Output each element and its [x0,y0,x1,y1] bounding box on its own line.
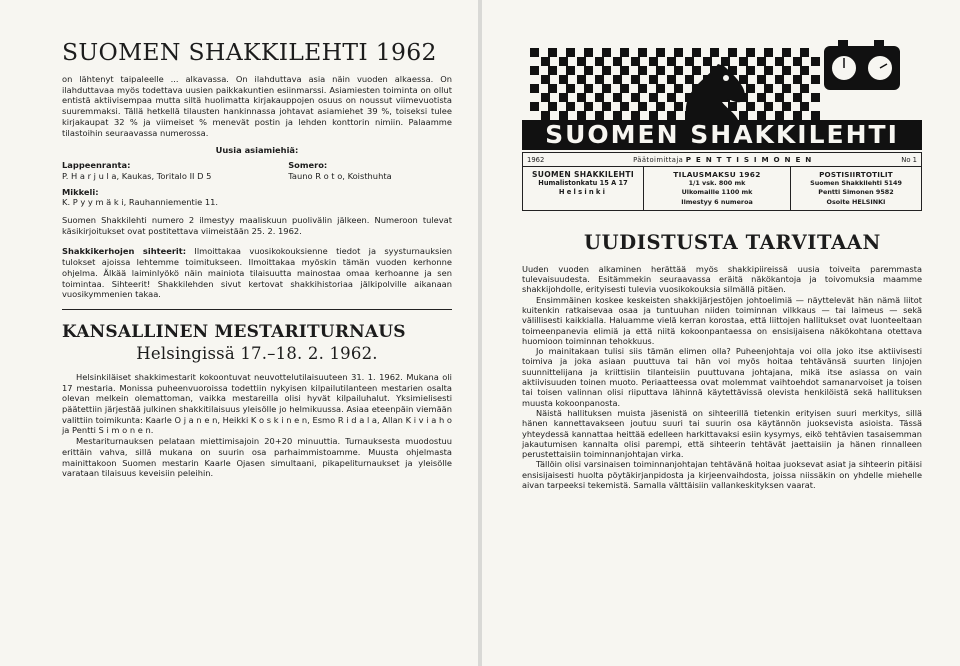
checker-square [793,75,802,84]
checker-square [577,93,586,102]
chess-clock-icon [824,40,900,90]
checker-square [613,57,622,66]
checker-square [620,84,629,93]
checker-square [811,93,820,102]
checker-square [577,111,586,120]
checker-square [800,48,809,57]
checker-square [566,66,575,75]
agents-heading: Uusia asiamiehiä: [215,145,299,156]
checker-square [782,84,791,93]
checker-square [602,48,611,57]
checker-square [602,102,611,111]
agent-city: Lappeenranta: [62,160,131,171]
subscription-abroad: Ulkomaille 1100 mk [681,188,753,197]
checker-square [757,75,766,84]
checker-square [764,48,773,57]
masthead-title: SUOMEN SHAKKILEHTI [545,120,899,149]
checker-square [631,93,640,102]
checker-square [530,66,539,75]
checker-square [595,75,604,84]
checker-square [793,111,802,120]
checker-square [631,111,640,120]
checker-square [757,93,766,102]
publisher-name: SUOMEN SHAKKILEHTI [532,170,634,179]
publisher-address: Humalistonkatu 15 A 17 [538,179,628,188]
tournament-title: KANSALLINEN MESTARITURNAUS [62,321,406,342]
checker-square [541,57,550,66]
checker-square [620,102,629,111]
checker-square [613,75,622,84]
checker-square [800,66,809,75]
checker-square [559,93,568,102]
checker-square [782,102,791,111]
checker-square [530,102,539,111]
agents-block [62,160,452,181]
checker-square [595,111,604,120]
checker-square [757,57,766,66]
info-table [522,166,922,211]
checker-square [548,66,557,75]
checker-square [692,48,701,57]
checker-square [620,48,629,57]
section-divider [62,309,452,310]
checker-square [746,66,755,75]
checker-square [530,84,539,93]
checker-square [685,75,694,84]
right-page [482,0,960,666]
checker-square [667,75,676,84]
checker-square [703,57,712,66]
subscription-price: 1/1 vsk. 800 mk [688,179,746,188]
info-editor [633,155,812,164]
checker-square [566,48,575,57]
agent-address: Kaukas, Toritalo II D 5 [121,170,212,181]
agent-name: P. H a r j u l a, [62,170,120,181]
info-header-row [522,152,922,166]
checker-square [559,57,568,66]
checker-square [577,57,586,66]
checker-square [584,66,593,75]
editorial-paragraph-2: Ensimmäinen koskee keskeisten shakkijärjestöjen johtoelimiä — näyttelevät hän nämä liitot kuitenkin ratkaisevaa osaa ja tuntuuhan niiden toiminnan vilkkaus — tai laimeus — sekä välillisesti kaikkialla. Haluamme vielä kerran korostaa, että liittojen hallitukset ovat luonteeltaan toimeenpanevia elimiä ja että niitä kokoonpantaessa on ensisijaisena näkökohtana otettava huomioon toiminnan tehokkuus. [522,294,922,346]
agent-name: K. P y y m ä k i, [62,197,127,208]
agents-left-column [62,160,288,181]
checker-square [577,75,586,84]
subscription-issues: Ilmestyy 6 numeroa [681,197,753,206]
checker-square [692,66,701,75]
postal-address: Osoite HELSINKI [826,197,886,206]
checker-square [674,66,683,75]
agent-entry [62,197,257,208]
tournament-paragraph-1 [62,372,452,436]
checker-square [674,48,683,57]
checker-square [674,102,683,111]
editorial-paragraph-1: Uuden vuoden alkaminen herättää myös shakkipiireissä uusia toiveita paremmasta tulevaisuudesta. Esitämmekin seuraavassa eräitä näkökantoja ja toivomuksia maamme shakkijohdolle, erityisesti tulevia vuosikokouksia silmällä pitäen. [522,263,922,295]
postal-accounts-cell [791,167,921,210]
checker-square [811,57,820,66]
checker-square [649,57,658,66]
publisher-cell [523,167,644,210]
clubs-paragraph [62,246,452,300]
agent-entry [288,171,452,182]
agent-name: Tauno R o t o, [288,170,345,181]
left-page-title: SUOMEN SHAKKILEHTI 1962 [62,38,437,66]
checker-square [746,48,755,57]
checker-square [541,75,550,84]
masthead [522,40,922,152]
checker-square [530,48,539,57]
checker-square [548,102,557,111]
tournament-text: Helsinkiläiset shakkimestarit kokoontuvat neuvottelutilaisuuteen 31. 1. 1962. Mukana oli 17 mestaria. Monissa puheenvuoroissa todettiin nykyisen kilpailutilanteen mestarien osalta olevan melkein olemattoman, vaikka mestareilla olisi hyvät kilpailuhalut. Yksimielisesti päätettiin järjestää julkinen shakkitilaisuus yleisölle jo helmikuussa. Asiaa eteenpäin viemään valittiin toimikunta: Kaarle [62,371,452,425]
info-issue-number: No 1 [901,155,917,164]
checker-square [775,57,784,66]
checker-square [566,84,575,93]
checker-square [685,57,694,66]
checker-square [811,111,820,120]
postal-account-2: Pentti Simonen 9582 [818,188,894,197]
agent-address: Rauhanniementie 11. [128,197,219,208]
checker-square [595,93,604,102]
checker-square [793,57,802,66]
checker-square [595,57,604,66]
checker-square [566,102,575,111]
checker-square [746,102,755,111]
checker-square [775,75,784,84]
checker-square [559,111,568,120]
agents-left-column [62,187,257,208]
checker-square [800,84,809,93]
checker-square [602,66,611,75]
tournament-place-date: Helsingissä 17.–18. 2. 1962. [136,343,378,363]
subscription-cell [644,167,791,210]
editor-name: P E N T T I S I M O N E N [685,155,813,164]
checker-square [811,75,820,84]
checker-square [746,84,755,93]
intro-paragraph: on lähtenyt taipaleelle ... alkavassa. On ilahduttava asia näin vuoden alkaessa. On ilahduttavaa myös todettava uusien paikkakuntien esiinmarssi. Asiamiesten toiminta on ollut entistä aktiivisempaa mutta siltä huolimatta kirjakauppojen osuus on noussut viimevuotista suuremmaksi. Tällä hetkellä tilausten hankinnassa johtavat asiamiehet 39 %, toiseksi tulee kirjakaupat 32 % ja viimeiset % menevät postin ja lehden konttorin nimiin. Palaamme tilastoihin seuraavassa numerossa. [62,74,452,138]
checker-square [638,102,647,111]
checker-square [674,84,683,93]
checker-square [710,48,719,57]
editorial-paragraph-5: Tällöin olisi varsinaisen toiminnanjohtajan tehtävänä hoitaa juoksevat asiat ja sihteerin pitäisi ensisijaisesti huolta pöytäkirjanpidosta ja kirjeenvaihdosta, joissa niissäkin on yhdelle miehelle aivan tarpeeksi tekemistä. Samalla välttäisiin vallankeskityksen vaarat. [522,459,922,491]
agent-city: Somero: [288,160,328,171]
checker-square [559,75,568,84]
checker-square [649,75,658,84]
checker-square [602,84,611,93]
checker-square [757,111,766,120]
checker-square [764,84,773,93]
checker-square [613,111,622,120]
subscription-title: TILAUSMAKSU 1962 [673,170,761,179]
checker-square [775,93,784,102]
checker-square [548,84,557,93]
checker-square [649,111,658,120]
checker-square [613,93,622,102]
editorial-paragraph-3: Jo mainitakaan tulisi siis tämän elimen olla? Puheenjohtaja voi olla joko itse aktiivisesti toimiva ja joka asiaan puuttuva tai hän voi myös hoitaa tehtävänsä suurten linjojen suunnittelijana ja kriittisiin tilanteisiin puuttuvana johtajana, mikä itse asiassa on vain aktiivisuuden toinen muoto. Periaatteessa ovat molemmat vaihtoehdot samanarvoiset ja toisen tai toisen valinnan olisi riiputtava lähinnä käytettävissä olevista henkilöistä sekä hallituksen muusta kokoonpanosta. [522,346,922,408]
checker-square [620,66,629,75]
postal-account-1: Suomen Shakkilehti 5149 [810,179,902,188]
checker-square [782,48,791,57]
checker-square [764,66,773,75]
next-issue-notice: Suomen Shakkilehti numero 2 ilmestyy maaliskuun puolivälin jälkeen. Numeroon tulevat käsikirjoitukset ovat postitettava viimeistään 25. 2. 1962. [62,215,452,236]
checker-square [739,111,748,120]
tournament-paragraph-2: Mestariturnauksen pelataan miettimisajoin 20+20 minuuttia. Turnauksesta muodostuu erittäin vahva, sillä mukana on suurin osa parhaimmistoamme. Muusta ohjelmasta mainittakoon Suomen mestarin Kaarle Ojasen simultaani, pikapeliturnaukset ja yleisölle varataan tilaisuus keveisiin peleihin. [62,436,452,479]
left-page [0,0,478,666]
checker-square [649,93,658,102]
agent-address: Koisthuhta [347,170,392,181]
checker-square [656,48,665,57]
editorial-paragraph-4: Näistä hallituksen muista jäsenistä on sihteerillä tietenkin erityisen suuri merkitys, sillä hänen kannettavakseen joutuu suuri tai suurin osa käytännön juoksevista asioista. Tässä yhteydessä kannattaa heittää edelleen harkittavaksi esiin kysymys, eikö tehtävien tasaisemman jakautumisen kannalta olisi parempi, että sihteerin tehtävät jaettaisiin ja hänen rinnalleen perustettaisiin toiminnanjohtajan virka. [522,407,922,460]
checker-square [656,84,665,93]
agent-city: Mikkeli: [62,186,99,197]
checker-square [656,102,665,111]
clubs-text: Ilmoittakaa vuosikokouksienne tiedot ja syysturnauksien tulokset ajoissa lehtemme toimitukseen. Ilmoittakaa myöskin tämän vuoden kerhonne ohjelma. Älkää laiminlyökö näin mainiota tilaisuutta mainostaa omaa kerhoanne ja sen toimintaa. Sihteerit! Shakkilehden sivut kertovat shakkihistoriaa jälkipolville aikanaan vuosikymmenien takaa. [62,246,452,300]
checker-square [638,84,647,93]
agent-entry [62,171,288,182]
checker-square [764,102,773,111]
postal-accounts-title: POSTISIIRTOTILIT [819,170,893,179]
checker-square [739,75,748,84]
checker-square [667,111,676,120]
clubs-lead: Shakkikerhojen sihteerit: [62,246,187,257]
info-year: 1962 [527,155,545,164]
checker-square [667,57,676,66]
checker-square [721,57,730,66]
agents-block-2 [62,187,452,208]
checker-square [541,93,550,102]
checker-square [631,75,640,84]
checker-square [584,48,593,57]
checker-square [548,48,557,57]
checker-square [667,93,676,102]
checker-square [728,48,737,57]
checker-square [541,111,550,120]
checker-square [782,66,791,75]
checker-square [656,66,665,75]
checker-square [800,102,809,111]
agents-right-column [288,160,452,181]
editorial-title: UUDISTUSTA TARVITAAN [584,230,881,254]
checker-square [584,84,593,93]
checker-square [739,57,748,66]
checker-square [775,111,784,120]
checker-square [631,57,640,66]
checker-square [638,66,647,75]
editor-label: Päätoimittaja [633,156,684,164]
chessboard-band [530,48,820,120]
publisher-city: Helsinki [558,188,608,197]
checker-square [793,93,802,102]
checker-square [584,102,593,111]
checker-square [638,48,647,57]
tournament-committee-names: O j a n e n, Heikki K o s k i n e n, Esmo R i d a l a, Allan K i v i a h o ja Pentti S i m o n e n. [62,414,452,436]
